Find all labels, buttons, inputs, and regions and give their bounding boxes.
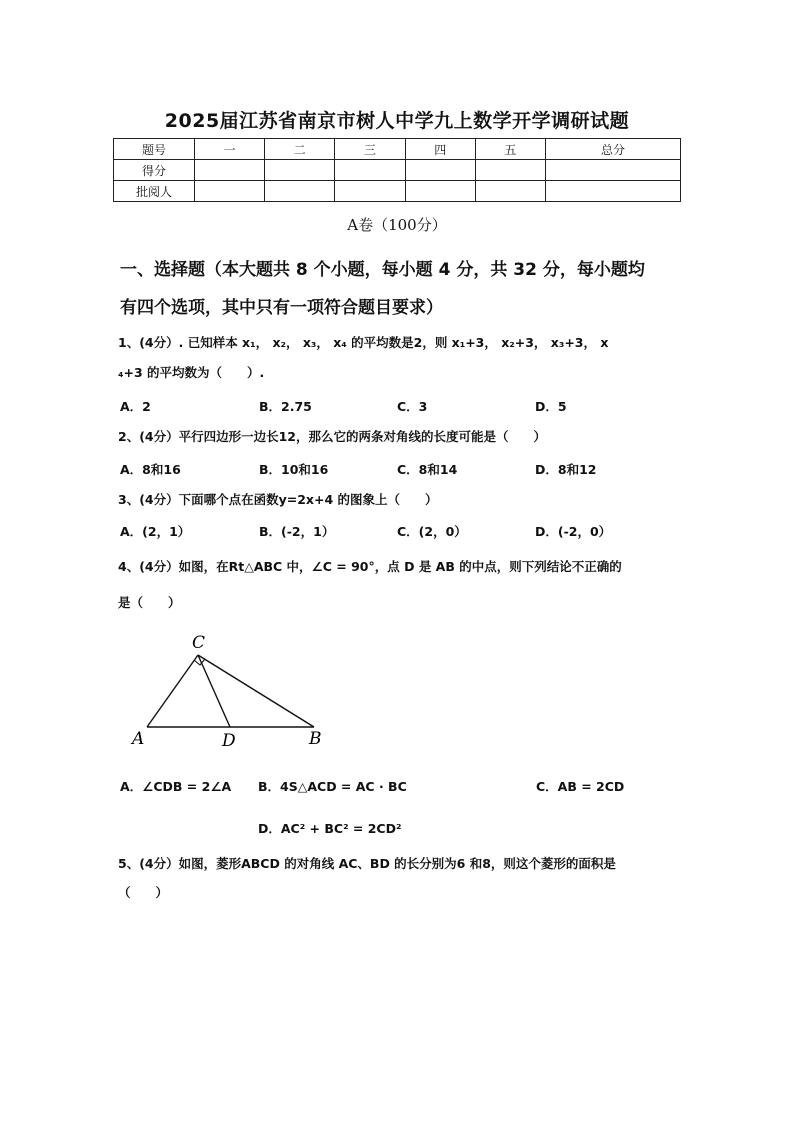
q3-text: 3、(4分）下面哪个点在函数y=2x+4 的图象上（ ）: [118, 492, 438, 507]
q4-text-line2: 是（ ）: [118, 595, 181, 610]
q2-option-d: D．8和12: [535, 462, 597, 477]
score-row-label: 得分: [114, 160, 195, 181]
score-table-header-row: [114, 139, 681, 160]
q1-option-c: C．3: [397, 399, 428, 414]
grader-cell: [335, 181, 405, 202]
q2-option-a: A．8和16: [120, 462, 181, 477]
score-header-cell: 二: [265, 139, 335, 160]
score-header-cell: 四: [405, 139, 475, 160]
score-cell: [405, 160, 475, 181]
score-cell: [546, 160, 681, 181]
score-header-cell: 总分: [546, 139, 681, 160]
q4-option-a: A．∠CDB = 2∠A: [120, 779, 232, 794]
q1-option-d: D．5: [535, 399, 567, 414]
score-table: [113, 138, 681, 202]
q3-option-d: D．(-2，0）: [535, 524, 612, 539]
grader-cell: [546, 181, 681, 202]
label-d: D: [222, 731, 236, 751]
q1-text-line2: ₄+3 的平均数为（ ）.: [118, 365, 265, 380]
side-ac: [147, 655, 198, 727]
exam-title: 2025届江苏省南京市树人中学九上数学开学调研试题: [164, 110, 630, 132]
label-a: A: [132, 729, 145, 749]
side-cb: [198, 655, 314, 727]
score-row: [114, 160, 681, 181]
q2-option-b: B．10和16: [259, 462, 329, 477]
q1-text-line1: 1、(4分）. 已知样本 x₁， x₂， x₃， x₄ 的平均数是2，则 x₁+3， x₂+3， x₃+3， x: [118, 335, 609, 350]
q4-text-line1: 4、(4分）如图，在Rt△ABC 中，∠C = 90°，点 D 是 AB 的中点，则下列结论不正确的: [118, 559, 622, 574]
score-header-cell: 题号: [114, 139, 195, 160]
q4-option-b: B．4S△ACD = AC · BC: [258, 779, 407, 794]
right-triangle-figure: [128, 630, 328, 752]
score-header-cell: 五: [475, 139, 545, 160]
section1-heading-line2: 有四个选项，其中只有一项符合题目要求）: [120, 298, 443, 318]
grader-cell: [475, 181, 545, 202]
score-header-cell: 一: [195, 139, 265, 160]
q3-option-c: C．(2，0）: [397, 524, 467, 539]
score-header-cell: 三: [335, 139, 405, 160]
q1-option-b: B．2.75: [259, 399, 312, 414]
q3-option-a: A．(2，1）: [120, 524, 191, 539]
q5-text-line1: 5、(4分）如图，菱形ABCD 的对角线 AC、BD 的长分别为6 和8，则这个菱形的面积是: [118, 856, 616, 871]
score-cell: [265, 160, 335, 181]
score-cell: [475, 160, 545, 181]
section1-heading-line1: 一、选择题（本大题共 8 个小题，每小题 4 分，共 32 分，每小题均: [120, 260, 645, 280]
grader-cell: [265, 181, 335, 202]
q2-text: 2、(4分）平行四边形一边长12，那么它的两条对角线的长度可能是（ ）: [118, 429, 547, 444]
grader-cell: [195, 181, 265, 202]
median-cd: [198, 655, 230, 727]
section-a-heading: A卷（100分）: [347, 216, 447, 234]
grader-row: [114, 181, 681, 202]
q2-option-c: C．8和14: [397, 462, 458, 477]
grader-cell: [405, 181, 475, 202]
q1-option-a: A．2: [120, 399, 151, 414]
grader-row-label: 批阅人: [114, 181, 195, 202]
q5-text-line2: （ ）: [118, 885, 169, 900]
q3-option-b: B．(-2，1）: [259, 524, 335, 539]
q4-option-c: C．AB = 2CD: [536, 779, 625, 794]
q4-option-d: D．AC² + BC² = 2CD²: [258, 821, 402, 836]
label-c: C: [192, 633, 206, 653]
score-cell: [195, 160, 265, 181]
score-cell: [335, 160, 405, 181]
label-b: B: [309, 729, 322, 749]
